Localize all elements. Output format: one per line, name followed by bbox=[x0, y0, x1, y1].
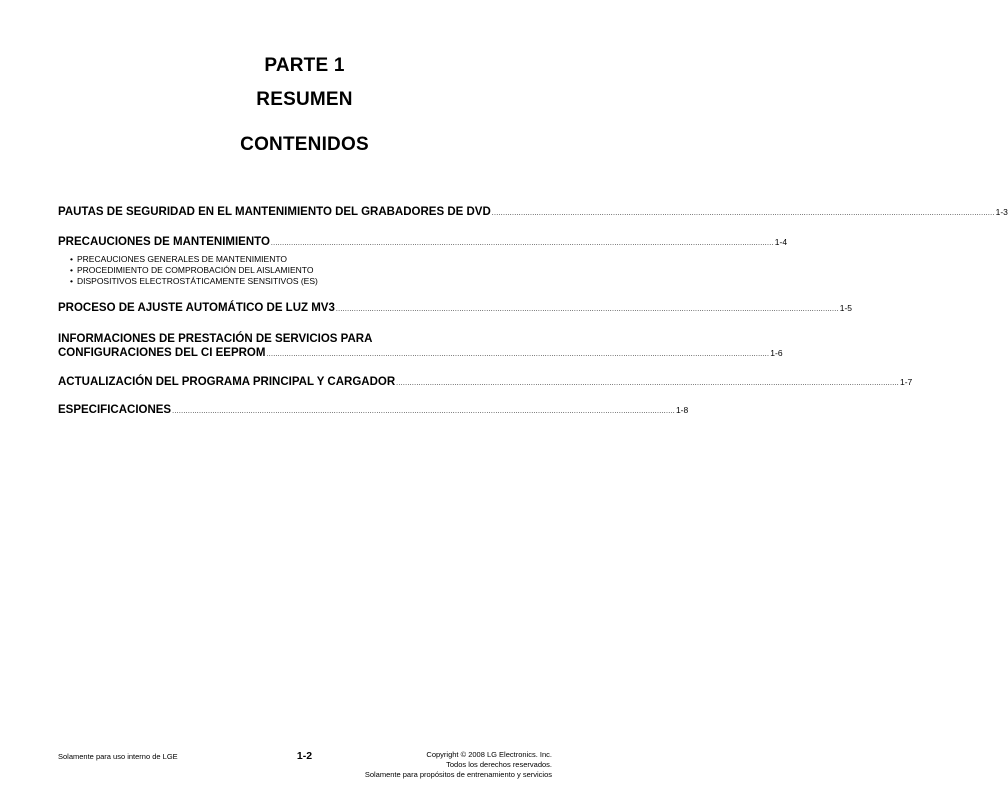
toc-entry-precautions[interactable] bbox=[58, 236, 788, 287]
table-of-contents bbox=[58, 206, 1008, 419]
toc-page-number: 1-4 bbox=[774, 237, 788, 247]
toc-entry-update[interactable] bbox=[58, 376, 913, 391]
leader-dots: ................................................................................................................................................................................................................................ bbox=[396, 380, 899, 387]
copyright-line: Copyright © 2008 LG Electronics. Inc. bbox=[426, 750, 552, 759]
toc-entry-label: PAUTAS DE SEGURIDAD EN EL MANTENIMIENTO DEL GRABADORES DE DVD bbox=[58, 206, 491, 218]
leader-dots: ................................................................................................................................................................................................................................ bbox=[270, 240, 774, 247]
leader-dots: ................................................................................................................................................................................................................................ bbox=[266, 351, 770, 358]
toc-entry-label: ESPECIFICACIONES bbox=[58, 404, 172, 416]
toc-entry-label: PRECAUCIONES DE MANTENIMIENTO bbox=[58, 236, 270, 248]
contents-heading: CONTENIDOS bbox=[240, 134, 369, 155]
toc-entry-label-line1: INFORMACIONES DE PRESTACIÓN DE SERVICIOS PARA bbox=[58, 333, 373, 345]
toc-page-number: 1-7 bbox=[899, 377, 913, 387]
section-title: RESUMEN bbox=[256, 89, 353, 110]
part-heading: PARTE 1 bbox=[264, 55, 345, 76]
leader-dots: ................................................................................................................................................................................................................................ bbox=[491, 210, 995, 217]
toc-page-number: 1-8 bbox=[675, 405, 689, 415]
toc-subitem: • PROCEDIMIENTO DE COMPROBACIÓN DEL AISLAMIENTO bbox=[70, 265, 552, 276]
toc-entry-label: ACTUALIZACIÓN DEL PROGRAMA PRINCIPAL Y CARGADOR bbox=[58, 376, 396, 388]
toc-entry-label: CONFIGURACIONES DEL CI EEPROM bbox=[58, 347, 266, 359]
footer-copyright bbox=[365, 750, 552, 780]
leader-dots: ................................................................................................................................................................................................................................ bbox=[335, 306, 839, 313]
toc-entry-label: PROCESO DE AJUSTE AUTOMÁTICO DE LUZ MV3 bbox=[58, 302, 335, 314]
toc-subitem: • DISPOSITIVOS ELECTROSTÁTICAMENTE SENSITIVOS (ES) bbox=[70, 276, 552, 287]
toc-subitem-list bbox=[70, 254, 552, 287]
toc-page-number: 1-5 bbox=[839, 303, 853, 313]
purpose-line: Solamente para propósitos de entrenamiento y servicios bbox=[364, 770, 552, 779]
toc-entry-eeprom[interactable] bbox=[58, 333, 783, 362]
toc-entry-safety[interactable] bbox=[58, 206, 1008, 221]
rights-line: Todos los derechos reservados. bbox=[446, 760, 552, 769]
toc-entry-specifications[interactable] bbox=[58, 404, 689, 419]
footer-internal-use: Solamente para uso interno de LGE bbox=[58, 752, 178, 761]
toc-page-number: 1-6 bbox=[770, 348, 783, 358]
toc-entry-light-adjust[interactable] bbox=[58, 302, 853, 317]
toc-page-number: 1-3 bbox=[995, 207, 1008, 217]
toc-subitem: • PRECAUCIONES GENERALES DE MANTENIMIENTO bbox=[70, 254, 552, 265]
footer-page-number: 1-2 bbox=[296, 750, 313, 762]
leader-dots: ................................................................................................................................................................................................................................ bbox=[172, 408, 675, 415]
